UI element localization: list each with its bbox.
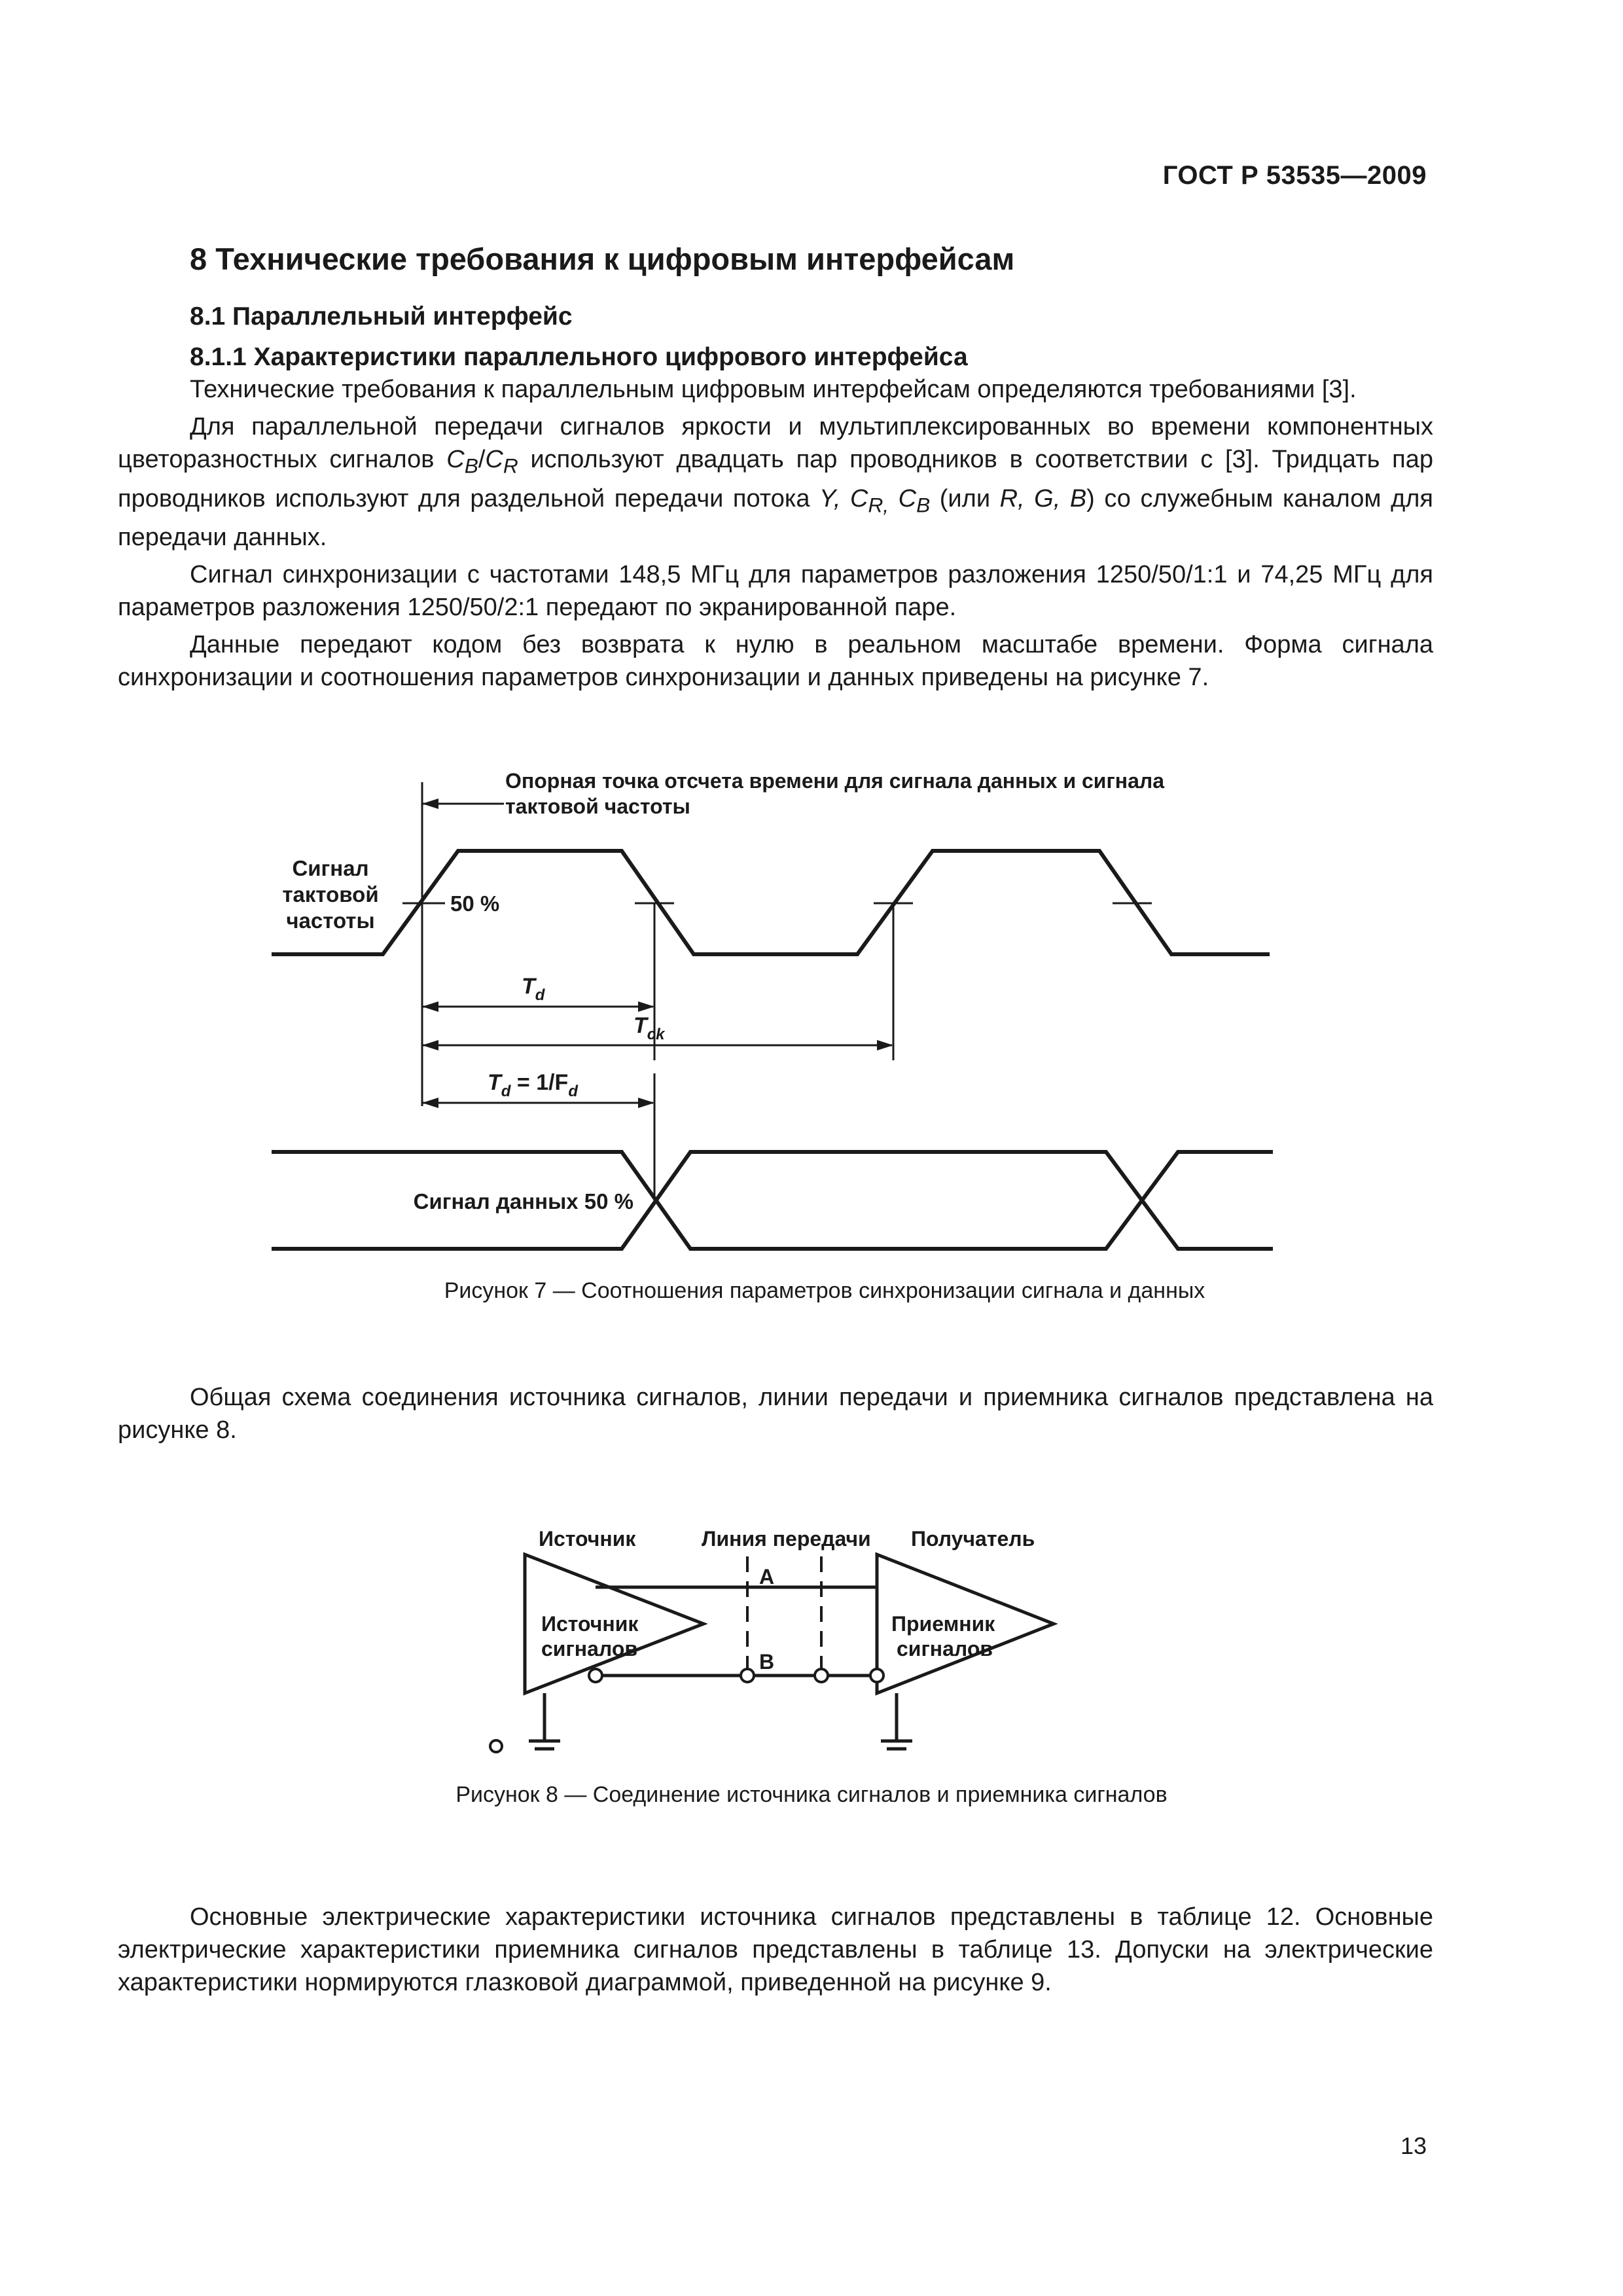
ref-point-label-line1: Опорная точка отсчета времени для сигнала данных и сигнала — [505, 769, 1165, 793]
symbol-cr: $C_R$ — [485, 446, 518, 478]
receiver-block-label-2: сигналов — [897, 1637, 993, 1660]
text-run: Для параллельной передачи сигналов яркости и мультиплексированных во времени компонентных цветоразностных сигналов — [118, 413, 1433, 473]
clock-50-percent: 50 % — [450, 891, 500, 916]
page-number: 13 — [1400, 2132, 1427, 2159]
figure-7-caption: Рисунок 7 — Соотношения параметров синхронизации сигнала и данных — [444, 1278, 1205, 1303]
text-run: (или — [930, 484, 1000, 512]
symbol-cb: $C_B$ — [446, 446, 478, 478]
subsubsection-title: 8.1.1 Характеристики параллельного цифрового интерфейса — [190, 343, 968, 371]
clock-label-3: частоты — [286, 908, 375, 933]
paragraph: Технические требования к параллельным цифровым интерфейсам определяются требованиями [3]. — [190, 376, 1357, 403]
point-b-label: B — [759, 1650, 775, 1674]
source-block-label-1: Источник — [541, 1612, 639, 1636]
subsection-title: 8.1 Параллельный интерфейс — [190, 302, 573, 331]
text-run: ) со служебным каналом для передачи данных. — [118, 484, 1433, 552]
symbol-rgb: R, G, B — [999, 484, 1087, 512]
clock-label-1: Сигнал — [292, 856, 369, 880]
tck-label: $T_{ck}$ — [633, 1013, 665, 1043]
td-label: $T_d$ — [522, 974, 545, 1004]
line-header: Линия передачи — [702, 1527, 871, 1551]
td-equals-label: $T_d = 1/F_d$ — [488, 1070, 578, 1100]
symbol-ycr: Y, $C_{R,}$ $C_B$ — [819, 484, 931, 517]
paragraph: Сигнал синхронизации с частотами 148,5 МГц для параметров разложения 1250/50/1:1 и 74,25 МГц для параметров разложения 1250/50/2:1 передают по экранированной паре. — [118, 561, 1433, 622]
text-run: / — [478, 446, 486, 473]
paragraph: Данные передают кодом без возврата к нулю в реальном масштабе времени. Форма сигнала синхронизации и соотношения параметров синхронизации и данных приведены на рисунке 7. — [118, 631, 1433, 692]
clock-label-2: тактовой — [282, 882, 379, 906]
paragraph: Общая схема соединения источника сигналов, линии передачи и приемника сигналов представлена на рисунке 8. — [118, 1384, 1433, 1444]
receiver-block-label-1: Приемник — [891, 1612, 995, 1636]
source-block-label-2: сигналов — [541, 1637, 638, 1660]
receiver-header: Получатель — [911, 1527, 1035, 1551]
data-signal-label: Сигнал данных 50 % — [413, 1189, 633, 1213]
figure-8-caption: Рисунок 8 — Соединение источника сигналов и приемника сигналов — [455, 1782, 1168, 1807]
standard-id: ГОСТ Р 53535—2009 — [1162, 161, 1427, 190]
section-title: 8 Технические требования к цифровым интерфейсам — [190, 242, 1015, 276]
paragraph: Основные электрические характеристики источника сигналов представлены в таблице 12. Основные электрические характеристики приемника сигналов представлены в таблице 13. Допуски на электрические характеристики нормируются глазковой диаграммой, приведенной на рисунке 9. — [118, 1903, 1433, 1996]
text-run: используют двадцать пар проводников в соответствии с [3]. Тридцать пар проводников используют для раздельной передачи потока — [118, 446, 1433, 512]
point-a-label: A — [759, 1565, 775, 1588]
body-text-final — [118, 1901, 1433, 2003]
ref-point-label-line2: тактовой частоты — [505, 795, 690, 818]
source-header: Источник — [539, 1527, 636, 1551]
